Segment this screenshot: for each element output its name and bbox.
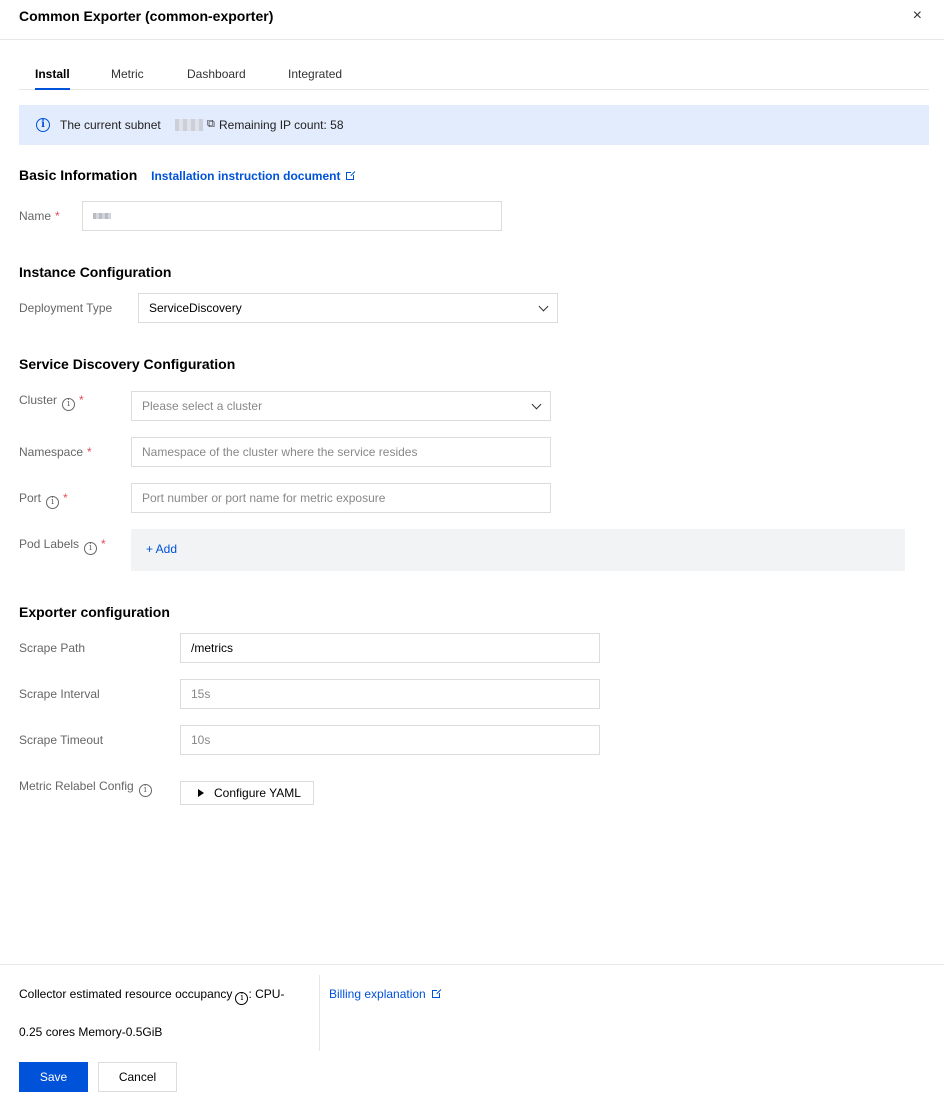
add-pod-label-button[interactable]: + Add bbox=[146, 542, 178, 556]
required-mark: * bbox=[63, 491, 68, 505]
section-title-basic: Basic Information bbox=[19, 167, 138, 183]
configure-yaml-label: Configure YAML bbox=[214, 786, 301, 800]
cancel-button[interactable]: Cancel bbox=[98, 1062, 177, 1092]
metric-relabel-label bbox=[19, 779, 152, 797]
tab-metric[interactable]: Metric bbox=[111, 67, 144, 81]
chevron-down-icon bbox=[539, 302, 549, 312]
deployment-type-select[interactable] bbox=[138, 293, 558, 323]
required-mark: * bbox=[87, 445, 92, 459]
name-label bbox=[19, 209, 60, 223]
resource-occupancy-label: Collector estimated resource occupancy bbox=[19, 987, 233, 1001]
cluster-label-text: Cluster bbox=[19, 393, 58, 407]
scrape-timeout-placeholder: 10s bbox=[191, 733, 211, 747]
installation-doc-link-text[interactable]: Installation instruction document bbox=[151, 169, 341, 183]
tab-integrated[interactable]: Integrated bbox=[288, 67, 343, 81]
installation-doc-link[interactable] bbox=[151, 169, 354, 183]
namespace-label-text: Namespace bbox=[19, 445, 84, 459]
caret-right-icon bbox=[198, 789, 204, 797]
namespace-input[interactable] bbox=[131, 437, 551, 467]
scrape-interval-input[interactable] bbox=[180, 679, 600, 709]
tab-bar bbox=[19, 62, 929, 90]
scrape-path-label: Scrape Path bbox=[19, 641, 86, 655]
info-icon[interactable]: i bbox=[62, 398, 75, 411]
required-mark: * bbox=[55, 209, 60, 223]
external-link-icon bbox=[346, 172, 354, 180]
cluster-placeholder: Please select a cluster bbox=[142, 399, 263, 413]
port-input[interactable] bbox=[131, 483, 551, 513]
port-placeholder: Port number or port name for metric exposure bbox=[142, 491, 386, 505]
tab-install[interactable]: Install bbox=[35, 67, 70, 90]
pod-labels-label bbox=[19, 537, 106, 555]
scrape-timeout-input[interactable] bbox=[180, 725, 600, 755]
drawer-footer bbox=[0, 964, 944, 1099]
deployment-type-label: Deployment Type bbox=[19, 301, 113, 315]
footer-divider bbox=[319, 975, 320, 1051]
pod-labels-label-text: Pod Labels bbox=[19, 537, 80, 551]
drawer-title: Common Exporter (common-exporter) bbox=[19, 8, 274, 24]
required-mark: * bbox=[79, 393, 84, 407]
pod-labels-box bbox=[131, 529, 905, 571]
info-icon: i bbox=[36, 118, 50, 132]
name-label-text: Name bbox=[19, 209, 52, 223]
port-label-text: Port bbox=[19, 491, 42, 505]
subnet-notice bbox=[19, 105, 929, 145]
external-link-icon bbox=[432, 990, 440, 998]
info-icon[interactable]: i bbox=[84, 542, 97, 555]
scrape-path-input[interactable] bbox=[180, 633, 600, 663]
section-basic-information bbox=[19, 167, 354, 183]
namespace-placeholder: Namespace of the cluster where the service resides bbox=[142, 445, 418, 459]
required-mark: * bbox=[101, 537, 106, 551]
resource-occupancy-line1 bbox=[19, 987, 284, 1005]
name-input[interactable] bbox=[82, 201, 502, 231]
info-icon[interactable]: i bbox=[139, 784, 152, 797]
scrape-path-value: /metrics bbox=[191, 641, 233, 655]
section-exporter-configuration: Exporter configuration bbox=[19, 604, 170, 620]
port-label bbox=[19, 491, 68, 509]
close-icon[interactable]: × bbox=[912, 7, 922, 24]
cluster-select[interactable] bbox=[131, 391, 551, 421]
namespace-label bbox=[19, 445, 92, 459]
info-icon[interactable]: i bbox=[46, 496, 59, 509]
section-instance-configuration: Instance Configuration bbox=[19, 264, 172, 280]
name-value-redacted bbox=[93, 213, 111, 219]
resource-cpu-prefix: : CPU- bbox=[248, 987, 285, 1001]
configure-yaml-button[interactable] bbox=[180, 781, 314, 805]
tab-dashboard[interactable]: Dashboard bbox=[187, 67, 246, 81]
subnet-label: The current subnet bbox=[60, 118, 161, 132]
save-button[interactable]: Save bbox=[19, 1062, 88, 1092]
resource-occupancy-line2: 0.25 cores Memory-0.5GiB bbox=[19, 1025, 163, 1039]
deployment-type-value: ServiceDiscovery bbox=[149, 301, 242, 315]
scrape-interval-label: Scrape Interval bbox=[19, 687, 100, 701]
remaining-ip-count: Remaining IP count: 58 bbox=[219, 118, 344, 132]
scrape-timeout-label: Scrape Timeout bbox=[19, 733, 104, 747]
chevron-down-icon bbox=[532, 400, 542, 410]
metric-relabel-label-text: Metric Relabel Config bbox=[19, 779, 134, 793]
cluster-label bbox=[19, 393, 84, 411]
billing-explanation-link[interactable] bbox=[329, 987, 440, 1001]
drawer-header bbox=[0, 0, 944, 40]
subnet-value-redacted[interactable] bbox=[175, 119, 203, 131]
scrape-interval-placeholder: 15s bbox=[191, 687, 211, 701]
external-link-icon[interactable]: ⧉ bbox=[207, 118, 215, 130]
info-icon[interactable]: i bbox=[235, 992, 248, 1005]
billing-explanation-text[interactable]: Billing explanation bbox=[329, 987, 426, 1001]
section-service-discovery: Service Discovery Configuration bbox=[19, 356, 236, 372]
